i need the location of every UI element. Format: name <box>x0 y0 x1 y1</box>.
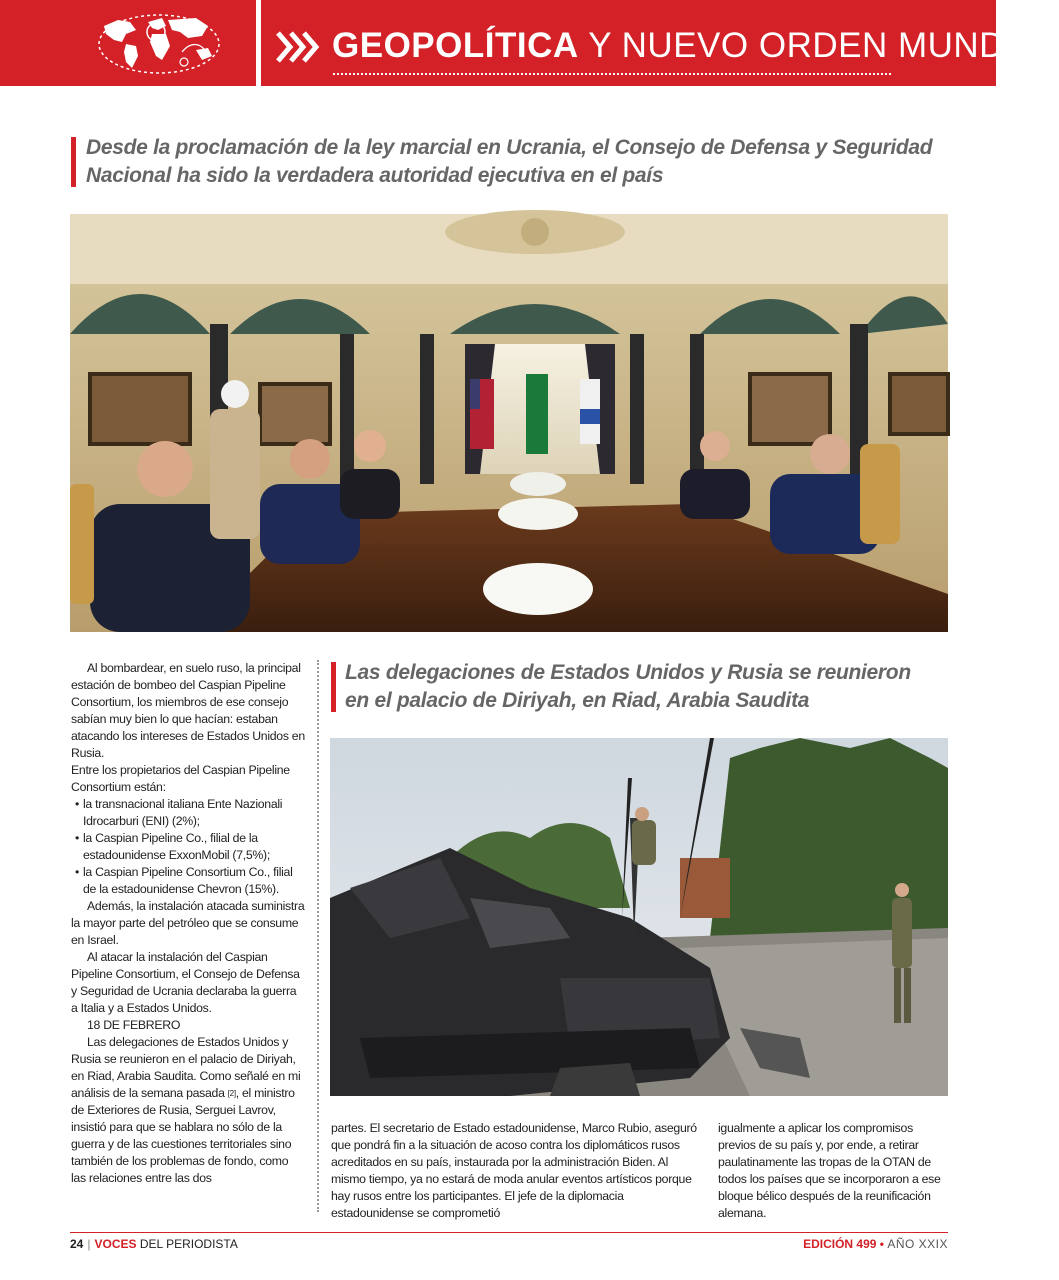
quote-bar <box>331 662 336 712</box>
year-label: AÑO XXIX <box>887 1237 948 1251</box>
paragraph: Las delegaciones de Estados Unidos y Rusia se reunieron en el palacio de Diriyah, en Riad, Arabia Saudita. Como señalé en mi análisis de la semana pasada [2], el ministro de Exteriores de Rusia, Serguei Lavrov, insistió para que se hablara no sólo de la guerra y de las cuestiones territoriales sino también de los problemas de fondo, como las relaciones entre las dos <box>71 1035 301 1185</box>
list-item: • la Caspian Pipeline Consortium Co., filial de la estadounidense Chevron (15%). <box>71 864 305 898</box>
date-subhead: 18 DE FEBRERO <box>87 1018 181 1032</box>
footer-rule <box>70 1232 948 1233</box>
header-divider <box>256 0 261 86</box>
paragraph: Además, la instalación atacada suministra la mayor parte del petróleo que se consume en Israel. <box>71 899 305 947</box>
edition-number: EDICIÓN 499 <box>803 1237 877 1251</box>
page-number: 24 <box>70 1237 84 1251</box>
footer-separator: | <box>87 1237 91 1251</box>
footer-bullet: • <box>876 1237 888 1251</box>
destroyed-tank-photo <box>330 738 948 1096</box>
paragraph: partes. El secretario de Estado estadounidense, Marco Rubio, aseguró que pondrá fin a la situación de acoso contra los diplomáticos rusos acreditados en su país, instaurada por la administración Biden. Al mismo tiempo, ya no estará de moda anular eventos artísticos porque hay rusos entre los participantes. El jefe de la diplomacia estadounidense se comprometió <box>331 1121 697 1220</box>
magazine-name-rest: DEL PERIODISTA <box>136 1237 238 1251</box>
pull-quote-middle <box>345 659 945 715</box>
text-column-3 <box>718 1120 948 1222</box>
header-dotted-rule <box>333 73 891 75</box>
pull-quote-line: en el palacio de Diriyah, en Riad, Arabia Saudita <box>345 689 810 712</box>
pull-quote-line: Desde la proclamación de la ley marcial en Ucrania, el Consejo de Defensa y Seguridad <box>86 136 933 159</box>
pull-quote-top <box>86 134 956 190</box>
world-map-icon <box>96 12 222 76</box>
pull-quote-line: Nacional ha sido la verdadera autoridad ejecutiva en el país <box>86 164 664 187</box>
footer-right <box>803 1237 948 1251</box>
paragraph: Entre los propietarios del Caspian Pipeline Consortium están: <box>71 763 290 794</box>
meeting-photo <box>70 214 948 632</box>
column-divider <box>317 660 319 1212</box>
page-header <box>0 0 1059 86</box>
section-title <box>332 26 1059 66</box>
paragraph: igualmente a aplicar los compromisos previos de su país y, por ende, a retirar paulatinamente las tropas de la OTAN de todos los países que se incorporaron a ese bloque bélico después de la reunificación alemana. <box>718 1121 941 1220</box>
magazine-name-bold: VOCES <box>94 1237 137 1251</box>
quote-bar <box>71 137 76 187</box>
section-title-bold: GEOPOLÍTICA <box>332 26 579 65</box>
text-column-2 <box>331 1120 699 1222</box>
text-column-1 <box>71 660 305 1187</box>
list-item: • la Caspian Pipeline Co., filial de la estadounidense ExxonMobil (7,5%); <box>71 830 305 864</box>
section-title-rest: Y NUEVO ORDEN MUNDIAL <box>578 26 1059 65</box>
footnote-ref[interactable]: [2] <box>227 1089 236 1098</box>
footer-left <box>70 1237 238 1251</box>
list-item: • la transnacional italiana Ente Nazionali Idrocarburi (ENI) (2%); <box>71 796 305 830</box>
double-chevron-right-icon <box>276 30 326 64</box>
paragraph: Al atacar la instalación del Caspian Pipeline Consortium, el Consejo de Defensa y Seguridad de Ucrania declaraba la guerra a Italia y a Estados Unidos. <box>71 950 300 1015</box>
pull-quote-line: Las delegaciones de Estados Unidos y Rusia se reunieron <box>345 661 911 684</box>
paragraph: Al bombardear, en suelo ruso, la principal estación de bombeo del Caspian Pipeline Consortium, los miembros de ese consejo sabían muy bien lo que hacían: estaban atacando los intereses de Estados Unidos en Rusia. <box>71 661 305 760</box>
